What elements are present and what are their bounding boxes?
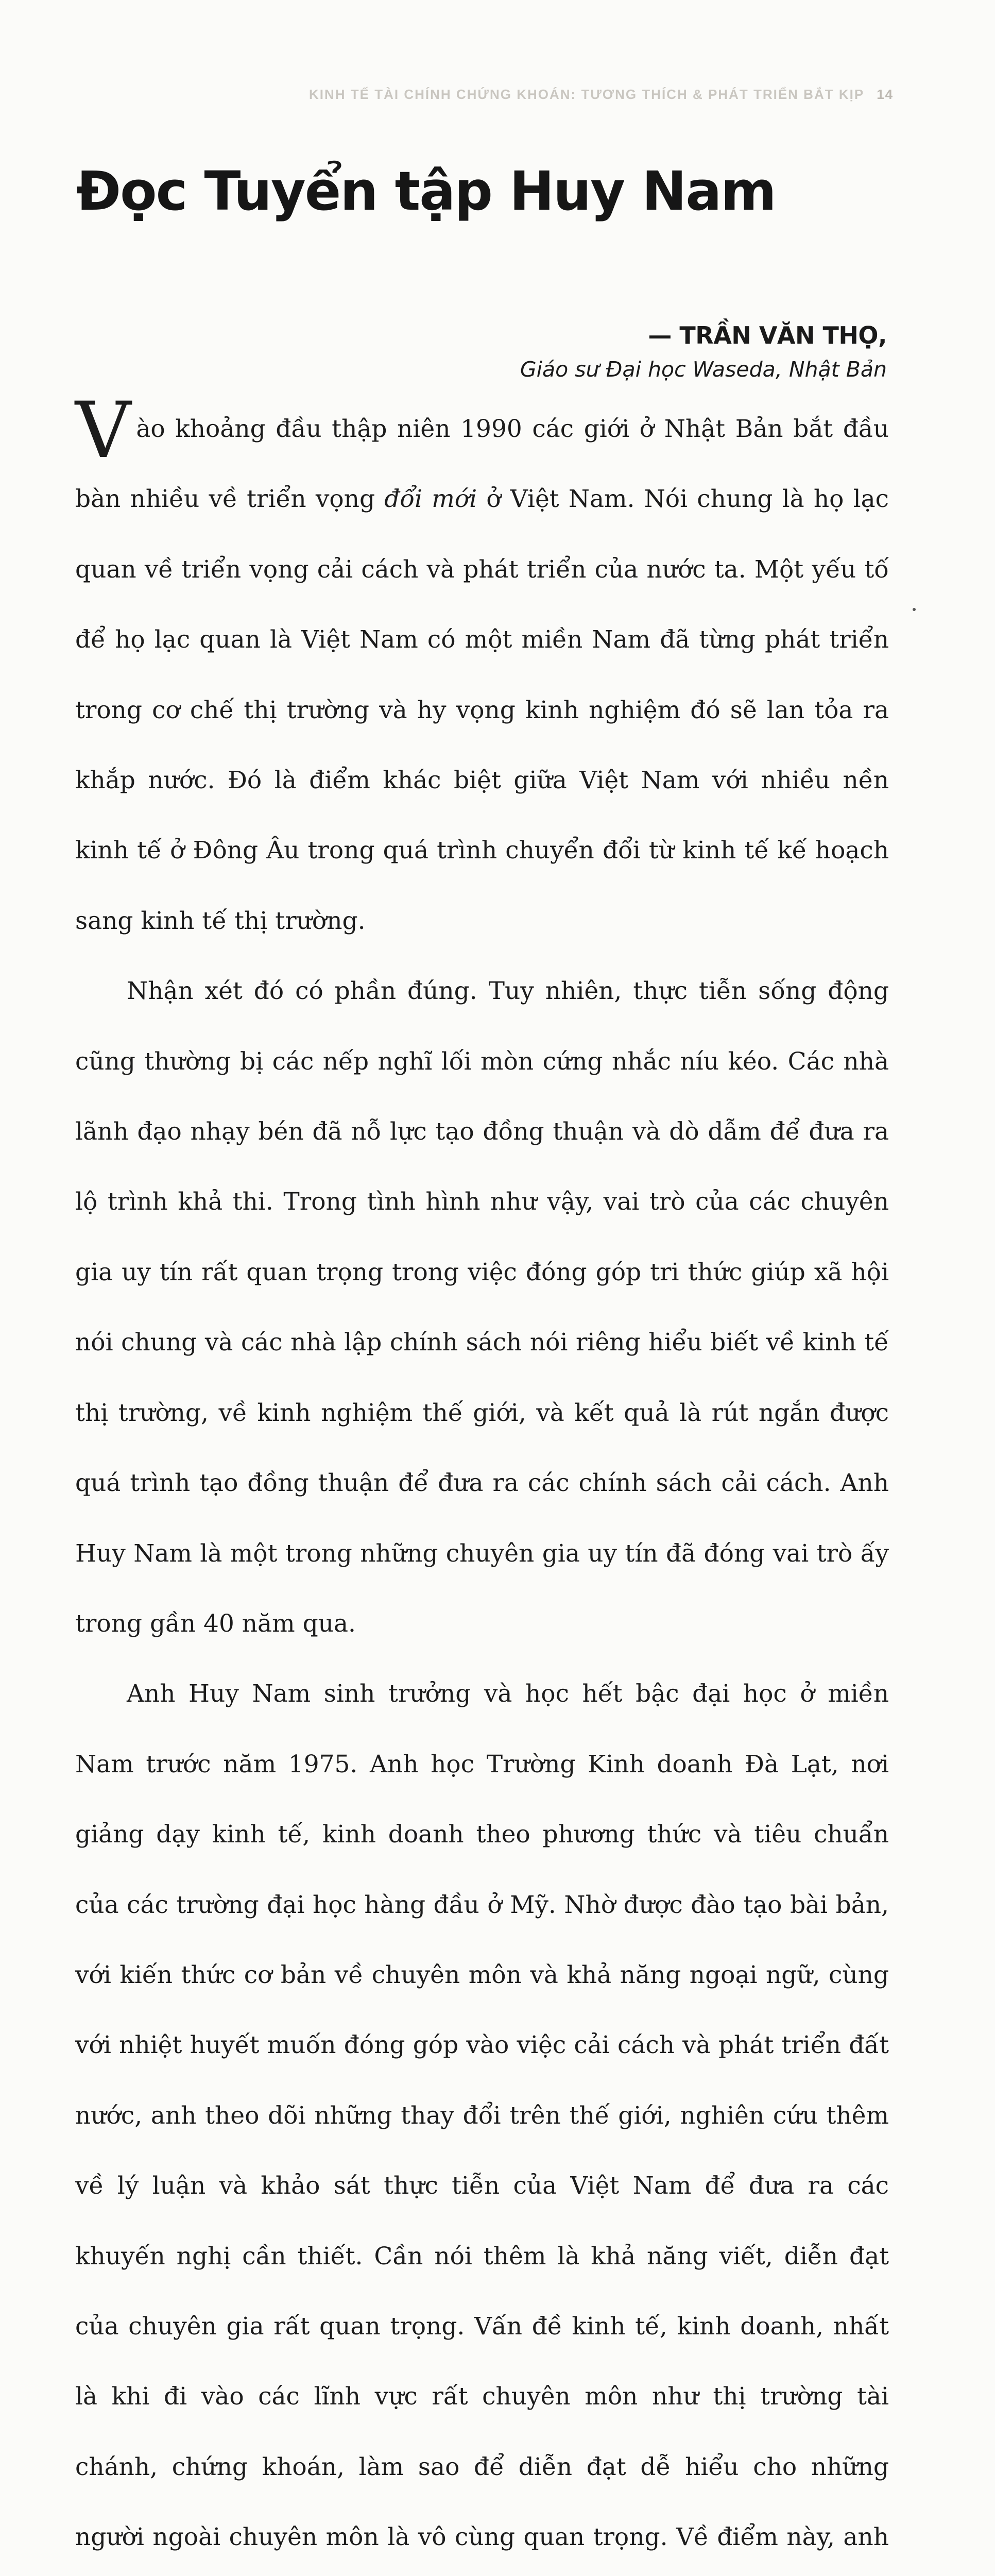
running-header — [309, 87, 894, 103]
byline-affiliation: Giáo sư Đại học Waseda, Nhật Bản — [520, 357, 887, 382]
body-text — [75, 386, 889, 2576]
page-number: 14 — [877, 87, 894, 102]
running-header-title: KINH TẾ TÀI CHÍNH CHỨNG KHOÁN: TƯƠNG THÍCH & PHÁT TRIỂN BẮT KỊP — [309, 87, 865, 102]
print-speck — [913, 608, 916, 611]
byline-author: — TRẦN VĂN THỌ, — [648, 321, 887, 349]
paragraph-3: Anh Huy Nam sinh trưởng và học hết bậc đại học ở miền Nam trước năm 1975. Anh học Trường Kinh doanh Đà Lạt, nơi giảng dạy kinh tế, kinh doanh theo phương thức và tiêu chuẩn của các trường đại học hàng đầu ở Mỹ. Nhờ được đào tạo bài bản, với kiến thức cơ bản về chuyên môn và khả năng ngoại ngữ, cùng với nhiệt huyết muốn đóng góp vào việc cải cách và phát triển đất nước, anh theo dõi những thay đổi trên thế giới, nghiên cứu thêm về lý luận và khảo sát thực tiễn của Việt Nam để đưa ra các khuyến nghị cần thiết. Cần nói thêm là khả năng viết, diễn đạt của chuyên gia rất quan trọng. Vấn đề kinh tế, kinh doanh, nhất là khi đi vào các lĩnh vực rất chuyên môn như thị trường tài chánh, chứng khoán, làm sao để diễn đạt dễ hiểu cho những người ngoài chuyên môn là vô cùng quan trọng. Về điểm này, anh — [75, 1680, 889, 2552]
chapter-title: Đọc Tuyển tập Huy Nam — [76, 160, 776, 223]
paragraph-1-emphasis: đổi mới — [384, 485, 477, 514]
paragraph-2: Nhận xét đó có phần đúng. Tuy nhiên, thực tiễn sống động cũng thường bị các nếp nghĩ lối mòn cứng nhắc níu kéo. Các nhà lãnh đạo nhạy bén đã nỗ lực tạo đồng thuận và dò dẫm để đưa ra lộ trình khả thi. Trong tình hình như vậy, vai trò của các chuyên gia uy tín rất quan trọng trong việc đóng góp tri thức giúp xã hội nói chung và các nhà lập chính sách nói riêng hiểu biết về kinh tế thị trường, về kinh nghiệm thế giới, và kết quả là rút ngắn được quá trình tạo đồng thuận để đưa ra các chính sách cải cách. Anh Huy Nam là một trong những chuyên gia uy tín đã đóng vai trò ấy trong gần 40 năm qua. — [75, 977, 889, 1638]
paragraph-1 — [75, 386, 889, 956]
byline — [520, 318, 887, 386]
paragraph-1-text-a: ào khoảng đầu thập niên 1990 các giới ở Nhật Bản bắt đầu bàn nhiều về triển vọng — [75, 415, 889, 514]
paragraph-1-text-b: ở Việt Nam. Nói chung là họ lạc quan về triển vọng cải cách và phát triển của nước ta. Một yếu tố để họ lạc quan là Việt Nam có một miền Nam đã từng phát triển trong cơ chế thị trường và hy vọng kinh nghiệm đó sẽ lan tỏa ra khắp nước. Đó là điểm khác biệt giữa Việt Nam với nhiều nền kinh tế ở Đông Âu trong quá trình chuyển đổi từ kinh tế kế hoạch sang kinh tế thị trường. — [75, 485, 889, 935]
drop-cap: V — [75, 386, 131, 476]
